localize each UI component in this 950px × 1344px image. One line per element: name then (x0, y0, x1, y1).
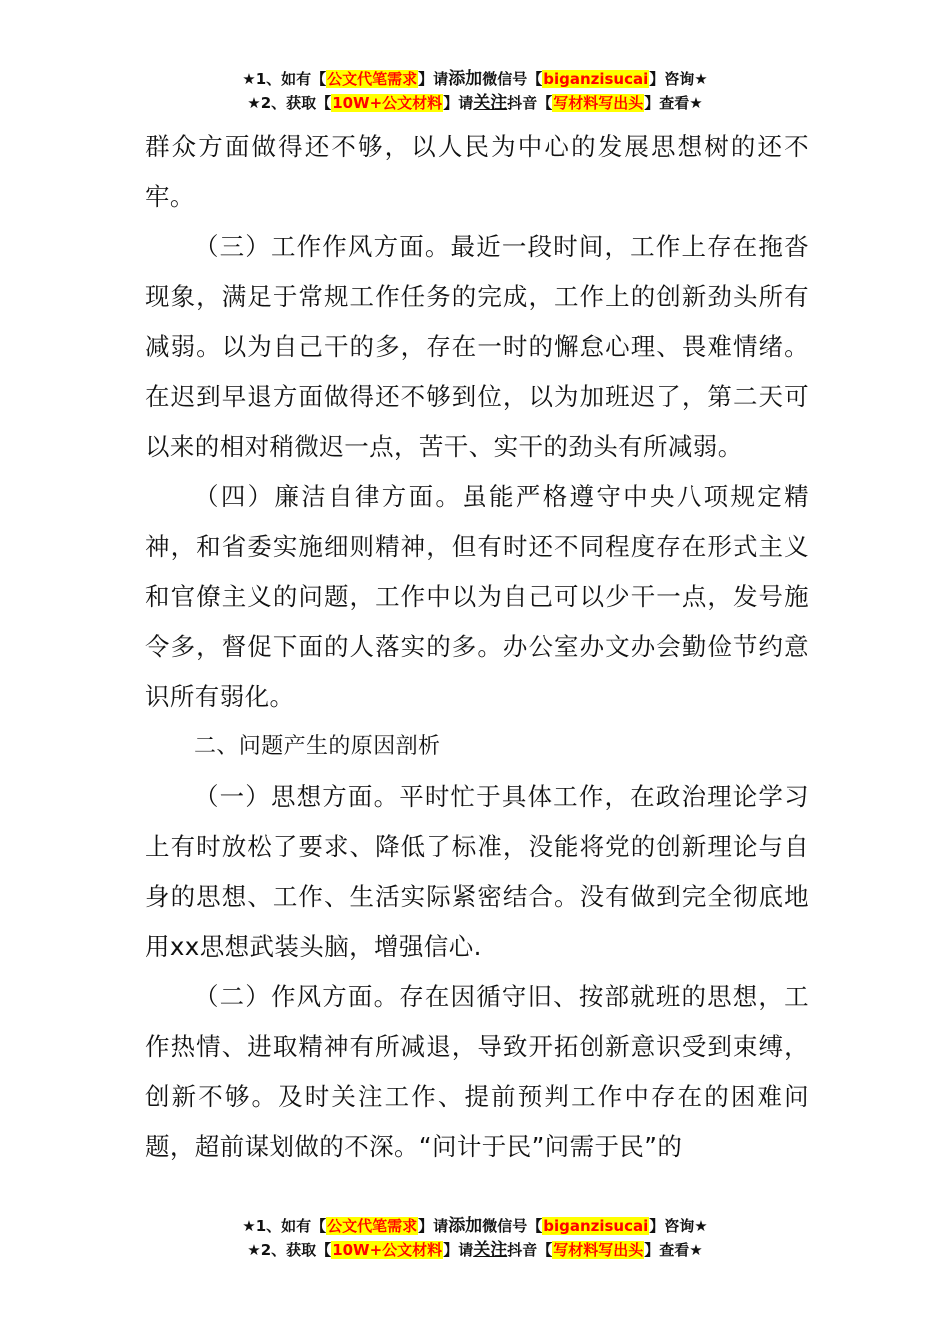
banner-highlight-wechat-id: biganzisucai (543, 70, 649, 88)
paragraph-style: （二）作风方面。存在因循守旧、按部就班的思想，工作热情、进取精神有所减退，导致开拓创新意识受到束缚，创新不够。及时关注工作、提前预判工作中存在的困难问题，超前谋划做的不深。“问计于民”问需于民”的 (145, 982, 809, 1161)
paragraph-continued: 群众方面做得还不够，以人民为中心的发展思想树的还不牢。 (145, 132, 809, 211)
banner-highlight-service: 公文代笔需求 (327, 1217, 418, 1235)
banner-line-2: ★2、获取【10W+公文材料】请关注抖音【写材料写出头】查看★ (247, 1240, 703, 1260)
paragraph-integrity: （四）廉洁自律方面。虽能严格遵守中央八项规定精神，和省委实施细则精神，但有时还不同程度存在形式主义和官僚主义的问题，工作中以为自己可以少干一点，发号施令多，督促下面的人落实的多。办公室办文办会勤俭节约意识所有弱化。 (145, 482, 809, 711)
bottom-banner (0, 1214, 950, 1262)
banner-highlight-materials: 10W+公文材料 (332, 1241, 443, 1259)
banner-line-1: ★1、如有【公文代笔需求】请添加微信号【biganzisucai】咨询★ (242, 69, 708, 89)
banner-highlight-service: 公文代笔需求 (327, 70, 418, 88)
banner-line-2: ★2、获取【10W+公文材料】请关注抖音【写材料写出头】查看★ (247, 93, 703, 113)
banner-highlight-douyin: 写材料写出头 (553, 94, 644, 112)
top-banner (0, 67, 950, 115)
paragraph-thinking: （一）思想方面。平时忙于具体工作，在政治理论学习上有时放松了要求、降低了标准，没能将党的创新理论与自身的思想、工作、生活实际紧密结合。没有做到完全彻底地用xx思想武装头脑，增强信心. (145, 782, 809, 961)
document-body (145, 122, 809, 1172)
paragraph-work-style: （三）工作作风方面。最近一段时间，工作上存在拖沓现象，满足于常规工作任务的完成，工作上的创新劲头所有减弱。以为自己干的多，存在一时的懈怠心理、畏难情绪。在迟到早退方面做得还不够到位，以为加班迟了，第二天可以来的相对稍微迟一点，苦干、实干的劲头有所减弱。 (145, 232, 809, 461)
banner-highlight-materials: 10W+公文材料 (332, 94, 443, 112)
banner-line-1: ★1、如有【公文代笔需求】请添加微信号【biganzisucai】咨询★ (242, 1216, 708, 1236)
banner-highlight-douyin: 写材料写出头 (553, 1241, 644, 1259)
banner-highlight-wechat-id: biganzisucai (543, 1217, 649, 1235)
section-heading: 二、问题产生的原因剖析 (194, 734, 441, 759)
